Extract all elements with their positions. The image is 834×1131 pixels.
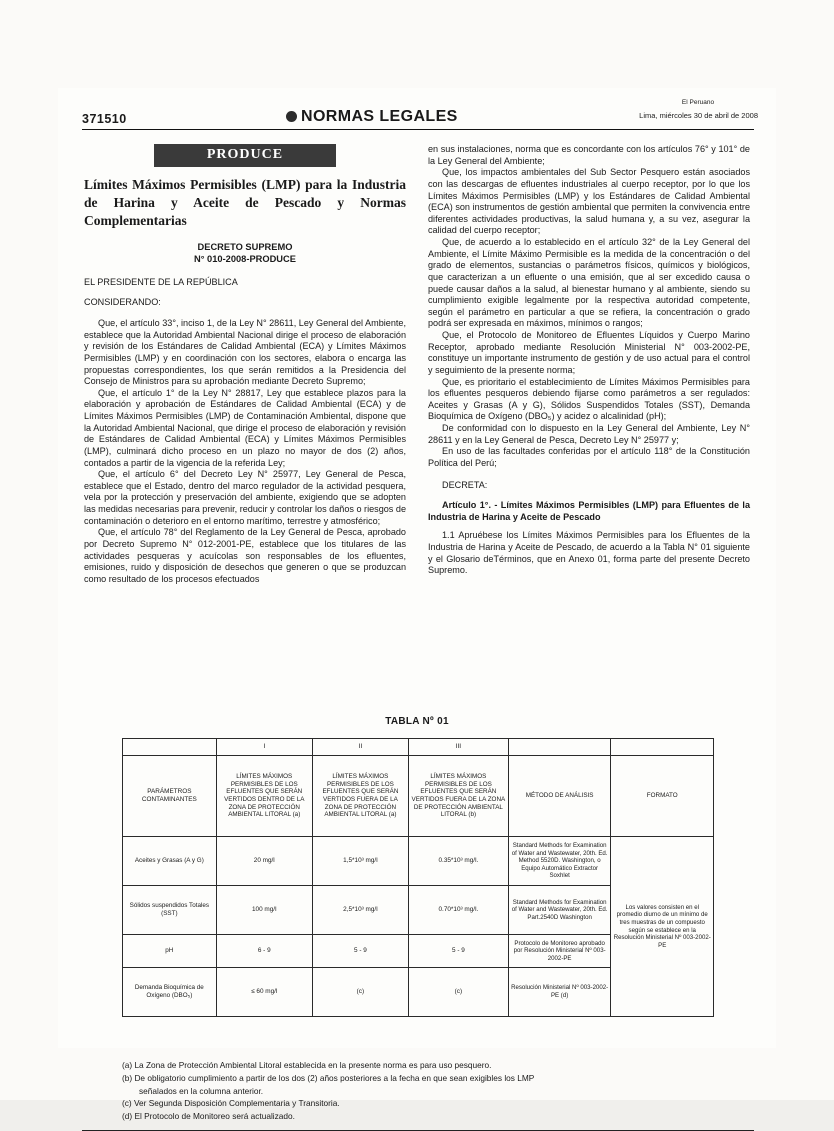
- roman-cell: I: [216, 739, 312, 756]
- value-col3: 0.35*10³ mg/l.: [408, 837, 508, 886]
- paragraph: Que, de acuerdo a lo establecido en el artículo 32° de la Ley General del Ambiente, el Límite Máximo Permisible es la medida de la concentración o del grado de elementos, sustancias o parámetros físicos, químicos y biológicos, que caracterizan a un efluente o una emisión, que al ser excedido causa o puede causar daños a la salud, al bienestar humano y al ambiente, siendo su cumplimiento exigible legalmente por la respectiva autoridad competente, según el parámetro en particular a que se refiera, la concentración o grado podrá ser expresada en máximos, mínimos o rangos;: [428, 237, 750, 329]
- publication-date: Lima, miércoles 30 de abril de 2008: [639, 111, 758, 120]
- column-header: LÍMITES MÁXIMOS PERMISIBLES DE LOS EFLUENTES QUE SERÁN VERTIDOS DENTRO DE LA ZONA DE PROTECCIÓN AMBIENTAL LITORAL (a): [216, 756, 312, 837]
- scanned-page-area: [58, 88, 776, 1122]
- paragraph: en sus instalaciones, norma que es concordante con los artículos 76° y 101° de la Ley General del Ambiente;: [428, 144, 750, 166]
- publisher-name: El Peruano: [681, 99, 715, 106]
- column-header: FORMATO: [611, 756, 714, 837]
- format-cell: Los valores consisten en el promedio diurno de un mínimo de tres muestras de un compuesto según se establece en la Resolución Ministerial Nº 003-2002-PE: [611, 837, 714, 1017]
- table-roman-row: [123, 739, 714, 756]
- method-cell: Standard Methods for Examination of Water and Wastewater, 20th. Ed. Part.2540D Washington: [508, 886, 611, 935]
- paragraph: Que, el artículo 78° del Reglamento de la Ley General de Pesca, aprobado por Decreto Supremo N° 012-2001-PE, establece que los titulares de las actividades pesqueras y acuícolas son responsables de los efluentes, emisiones, ruido y disposición de desechos que generen o que se produzcan como resultado de los procesos efectuados: [84, 527, 406, 584]
- value-col3: 5 - 9: [408, 935, 508, 968]
- president-line: EL PRESIDENTE DE LA REPÚBLICA: [84, 276, 238, 287]
- table-footnotes: [122, 1060, 742, 1124]
- value-col3: (c): [408, 968, 508, 1017]
- considering-line: CONSIDERANDO:: [84, 297, 161, 308]
- roman-cell: II: [312, 739, 408, 756]
- paragraph: En uso de las facultades conferidas por el artículo 118° de la Constitución Política del Perú;: [428, 446, 750, 468]
- value-col2: 1,5*10³ mg/l: [312, 837, 408, 886]
- value-col2: 5 - 9: [312, 935, 408, 968]
- column-header: LÍMITES MÁXIMOS PERMISIBLES DE LOS EFLUENTES QUE SERÁN VERTIDOS FUERA DE LA ZONA DE PROTECCIÓN AMBIENTAL LITORAL (b): [408, 756, 508, 837]
- paragraph: Que, es prioritario el establecimiento de Límites Máximos Permisibles para los efluentes pesqueros debiendo fijarse como parámetros a ser regulados: Aceites y Grasas (A y G), Sólidos Suspendidos Totales (SST), Demanda Bioquímica de Oxígeno (DBO₅) y acidez o alcalinidad (pH);: [428, 376, 750, 422]
- roman-cell: [508, 739, 611, 756]
- paragraph: Que, el Protocolo de Monitoreo de Efluentes Líquidos y Cuerpo Marino Receptor, aprobado mediante Resolución Ministerial N° 003-2002-PE, constituye un importante instrumento de gestión y de uso actual para el control y seguimiento de la presente norma;: [428, 330, 750, 375]
- masthead: [286, 108, 458, 126]
- roman-cell: [611, 739, 714, 756]
- paragraph: Que, el artículo 1° de la Ley N° 28817, Ley que establece plazos para la elaboración y aprobación de Estándares de Calidad Ambiental (ECA) y de Límites Máximos Permisibles (LMP) de Contaminación Ambiental, dispone que la Autoridad Ambiental Nacional, que dirige el proceso de elaboración y revisión de Estándares de Calidad Ambiental (ECA) y Límites Máximos Permisibles (LMP), culminará dicho proceso en un plazo no mayor de dos (2) años, contados a partir de la vigencia de la referida Ley;: [84, 387, 406, 468]
- decree-heading: [84, 241, 406, 266]
- column-header: LÍMITES MÁXIMOS PERMISIBLES DE LOS EFLUENTES QUE SERÁN VERTIDOS FUERA DE LA ZONA DE PROTECCIÓN AMBIENTAL LITORAL (a): [312, 756, 408, 837]
- method-cell: Standard Methods for Examination of Water and Wastewater, 20th. Ed. Method 5520D. Washington, o Equipo Automático Extractor Soxhlet: [508, 837, 611, 886]
- lmp-table: [122, 738, 714, 1017]
- paragraph: Que, los impactos ambientales del Sub Sector Pesquero están asociados con las descargas de efluentes industriales al cuerpo receptor, por lo que los Límites Máximos Permisibles (LMP) y los Estándares de Calidad Ambiental (ECA) son instrumentos de gestión ambiental que permiten la convivencia entre diferentes actividades productivas, la salud humana y, a su vez, asegurar la calidad del cuerpo receptor;: [428, 167, 750, 236]
- parameter-name: Aceites y Grasas (A y G): [123, 837, 217, 886]
- article-body: 1.1 Apruébese los Límites Máximos Permisibles para los Efluentes de la Industria de Harina y Aceite de Pescado, de acuerdo a la Tabla N° 01 siguiente y el Glosario deTérminos, que en Anexo 01, forma parte del presente Decreto Supremo.: [428, 530, 750, 576]
- masthead-text: NORMAS LEGALES: [301, 108, 458, 125]
- seal-icon: [286, 111, 297, 122]
- document-title: Límites Máximos Permisibles (LMP) para la Industria de Harina y Aceite de Pescado y Normas Complementarias: [84, 176, 406, 228]
- left-column: [84, 144, 406, 585]
- footnote: (c) Ver Segunda Disposición Complementaria y Transitoria.: [122, 1098, 340, 1109]
- table-caption: TABLA Nº 01: [385, 716, 449, 727]
- produce-banner: PRODUCE: [154, 144, 336, 167]
- paragraph: Que, el artículo 33°, inciso 1, de la Ley N° 28611, Ley General del Ambiente, establece que la Autoridad Ambiental Nacional dirige el proceso de elaboración y revisión de los Estándares de Calidad Ambiental (ECA) y Límites Máximos Permisibles (LMP) y en coordinación con los sectores, elabora o encarga las propuestas correspondientes, los que serán remitidos a la Presidencia del Consejo de Ministros para su aprobación mediante Decreto Supremo;: [84, 318, 406, 387]
- roman-cell: III: [408, 739, 508, 756]
- parameter-name: Demanda Bioquímica de Oxígeno (DBO₅): [123, 968, 217, 1017]
- article-heading: Artículo 1°. - Límites Máximos Permisibles (LMP) para Efluentes de la Industria de Harina y Aceite de Pescado: [428, 500, 750, 522]
- method-cell: Resolución Ministerial Nº 003-2002-PE (d): [508, 968, 611, 1017]
- footnote: (a) La Zona de Protección Ambiental Litoral establecida en la presente norma es para uso pesquero.: [122, 1060, 492, 1070]
- decreta-label: DECRETA:: [442, 479, 488, 490]
- right-column: [428, 144, 750, 577]
- parameter-name: Sólidos suspendidos Totales (SST): [123, 886, 217, 935]
- header-divider: [82, 129, 754, 130]
- table-row: [123, 837, 714, 886]
- value-col1: 100 mg/l: [216, 886, 312, 935]
- footnote: (d) El Protocolo de Monitoreo será actualizado.: [122, 1111, 295, 1122]
- value-col1: 6 - 9: [216, 935, 312, 968]
- column-header: MÉTODO DE ANÁLISIS: [508, 756, 611, 837]
- table-header-row: [123, 756, 714, 837]
- footnote-continuation: señalados en la columna anterior.: [139, 1085, 264, 1096]
- page-header: [58, 99, 776, 142]
- folio-number: 371510: [82, 112, 127, 126]
- paragraph: Que, el artículo 6° del Decreto Ley N° 25977, Ley General de Pesca, establece que el Estado, dentro del marco regulador de la actividad pesquera, vela por la protección y preservación del ambiente, exigiendo que se adopten las medidas necesarias para prevenir, reducir y controlar los daños o riesgos de contaminación o deterioro en el entorno marítimo, terrestre y atmosférico;: [84, 469, 406, 526]
- value-col1: 20 mg/l: [216, 837, 312, 886]
- column-header: PARÁMETROS CONTAMINANTES: [123, 756, 217, 837]
- method-cell: Protocolo de Monitoreo aprobado por Resolución Ministerial Nº 003-2002-PE: [508, 935, 611, 968]
- value-col1: ≤ 60 mg/l: [216, 968, 312, 1017]
- value-col2: 2,5*10³ mg/l: [312, 886, 408, 935]
- paragraph: De conformidad con lo dispuesto en la Ley General del Ambiente, Ley N° 28611 y en la Ley General de Pesca, Decreto Ley N° 25977 y;: [428, 423, 750, 445]
- footnote: (b) De obligatorio cumplimiento a partir de los dos (2) años posteriores a la fecha en que sean exigibles los LMP: [122, 1072, 535, 1083]
- decree-line-1: DECRETO SUPREMO: [197, 241, 293, 252]
- value-col3: 0.70*10³ mg/l.: [408, 886, 508, 935]
- parameter-name: pH: [123, 935, 217, 968]
- decree-line-2: N° 010-2008-PRODUCE: [194, 254, 296, 265]
- value-col2: (c): [312, 968, 408, 1017]
- roman-cell: [123, 739, 217, 756]
